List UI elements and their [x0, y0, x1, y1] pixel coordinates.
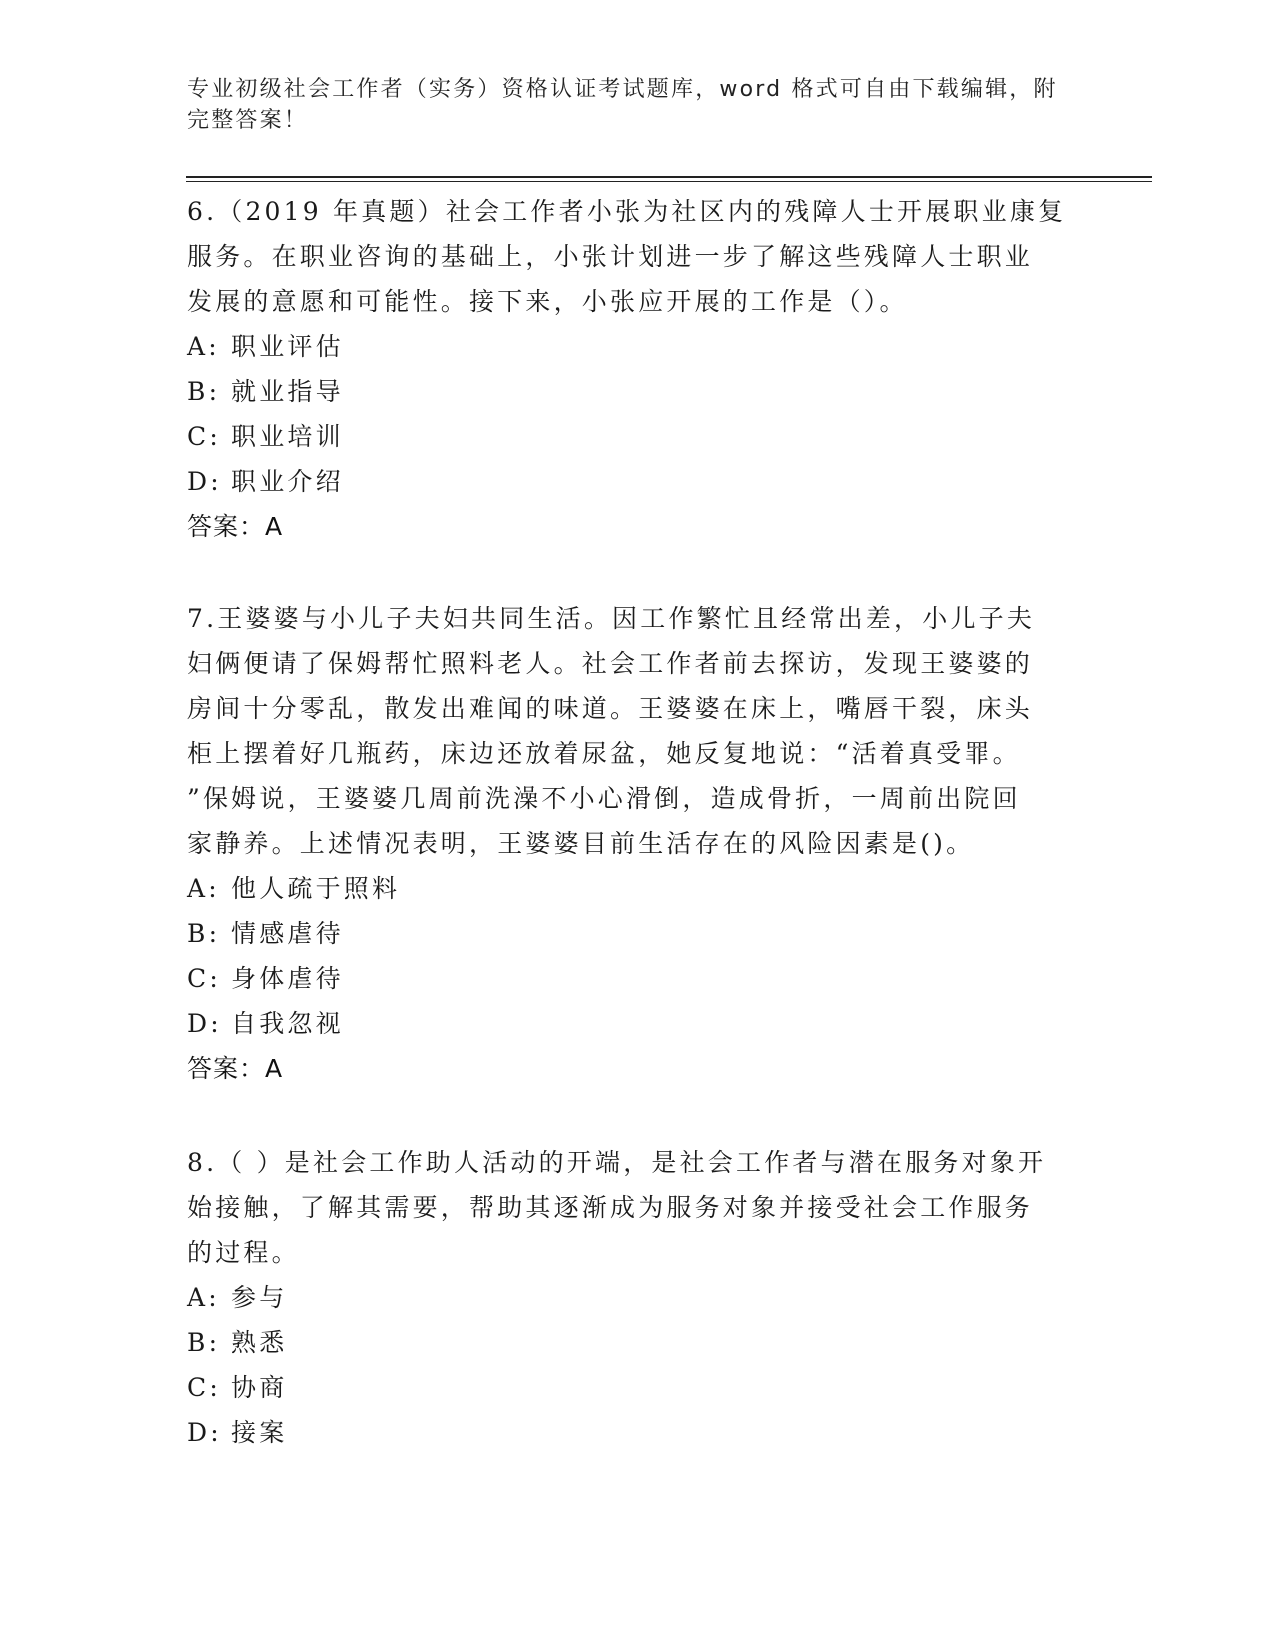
- stem-line: 6.（2019 年真题）社会工作者小张为社区内的残障人士开展职业康复: [187, 197, 1067, 226]
- option-a: [187, 866, 1067, 911]
- stem-line: 8.（ ）是社会工作助人活动的开端，是社会工作者与潜在服务对象开: [187, 1148, 1047, 1177]
- stem-line: 的过程。: [187, 1238, 300, 1267]
- stem-line: 家静养。上述情况表明，王婆婆目前生活存在的风险因素是()。: [187, 829, 975, 858]
- document-header: [187, 74, 1067, 136]
- option-letter: A:: [187, 1283, 220, 1312]
- question-6: [187, 189, 1067, 549]
- option-b: [187, 369, 1067, 414]
- option-text: 自我忽视: [231, 1009, 344, 1038]
- option-text: 协商: [231, 1373, 288, 1402]
- option-text: 职业评估: [231, 332, 344, 361]
- option-letter: B:: [187, 1328, 221, 1357]
- option-letter: C:: [187, 964, 221, 993]
- option-text: 他人疏于照料: [231, 874, 401, 903]
- option-letter: A:: [187, 874, 220, 903]
- option-letter: B:: [187, 377, 221, 406]
- question-8: [187, 1140, 1067, 1455]
- option-c: [187, 1365, 1067, 1410]
- option-b: [187, 1320, 1067, 1365]
- option-d: [187, 1001, 1067, 1046]
- option-letter: C:: [187, 1373, 221, 1402]
- option-letter: D:: [187, 1418, 222, 1447]
- option-a: [187, 324, 1067, 369]
- option-letter: D:: [187, 1009, 222, 1038]
- option-c: [187, 414, 1067, 459]
- option-letter: A:: [187, 332, 220, 361]
- stem-line: 始接触，了解其需要，帮助其逐渐成为服务对象并接受社会工作服务: [187, 1193, 1034, 1222]
- stem-line: ”保姆说，王婆婆几周前洗澡不小心滑倒，造成骨折，一周前出院回: [187, 784, 1021, 813]
- stem-line: 发展的意愿和可能性。接下来，小张应开展的工作是（）。: [187, 287, 908, 316]
- stem-line: 7.王婆婆与小儿子夫妇共同生活。因工作繁忙且经常出差，小儿子夫: [187, 604, 1036, 633]
- option-text: 熟悉: [231, 1328, 288, 1357]
- answer-line: 答案：A: [187, 1054, 284, 1083]
- option-b: [187, 911, 1067, 956]
- option-a: [187, 1275, 1067, 1320]
- stem-line: 妇俩便请了保姆帮忙照料老人。社会工作者前去探访，发现王婆婆的: [187, 649, 1034, 678]
- option-text: 参与: [231, 1283, 288, 1312]
- option-text: 就业指导: [231, 377, 344, 406]
- stem-line: 房间十分零乱，散发出难闻的味道。王婆婆在床上，嘴唇干裂，床头: [187, 694, 1034, 723]
- header-divider-thick: [186, 176, 1152, 178]
- option-text: 接案: [231, 1418, 288, 1447]
- option-d: [187, 1410, 1067, 1455]
- option-letter: B:: [187, 919, 221, 948]
- option-c: [187, 956, 1067, 1001]
- answer-line: 答案：A: [187, 512, 284, 541]
- option-text: 职业介绍: [231, 467, 344, 496]
- option-text: 职业培训: [231, 422, 344, 451]
- question-stem: [187, 189, 1067, 324]
- option-d: [187, 459, 1067, 504]
- option-text: 情感虐待: [231, 919, 344, 948]
- question-7: [187, 596, 1067, 1091]
- header-line-1: 专业初级社会工作者（实务）资格认证考试题库，word 格式可自由下载编辑，附: [187, 77, 1058, 102]
- header-line-2: 完整答案！: [187, 108, 309, 133]
- option-text: 身体虐待: [231, 964, 344, 993]
- option-letter: D:: [187, 467, 222, 496]
- header-divider-thin: [186, 181, 1152, 182]
- question-stem: [187, 1140, 1067, 1275]
- option-letter: C:: [187, 422, 221, 451]
- stem-line: 柜上摆着好几瓶药，床边还放着尿盆，她反复地说：“活着真受罪。: [187, 739, 1021, 768]
- stem-line: 服务。在职业咨询的基础上，小张计划进一步了解这些残障人士职业: [187, 242, 1034, 271]
- question-stem: [187, 596, 1067, 866]
